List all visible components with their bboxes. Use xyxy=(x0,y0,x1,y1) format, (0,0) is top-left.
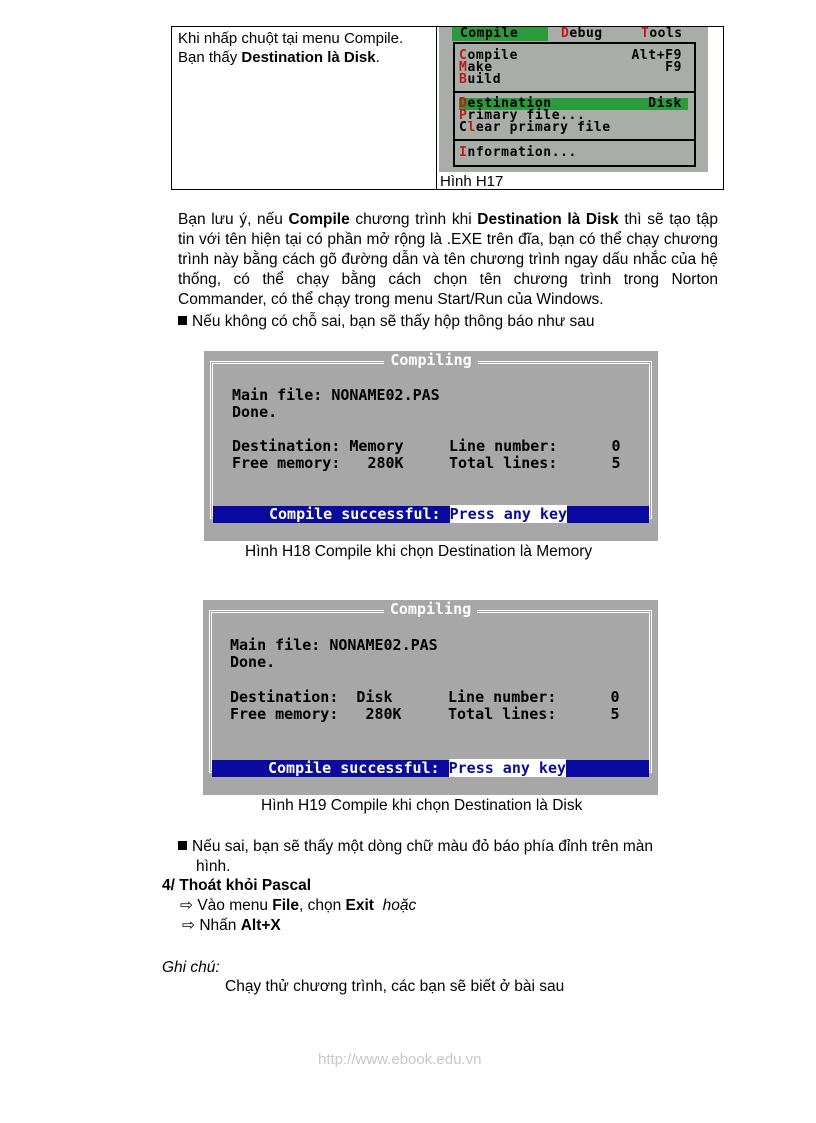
step-alt-x: ⇨ Nhấn Alt+X xyxy=(182,917,281,934)
free-memory-text: Free memory: 280K xyxy=(230,705,402,723)
menu-compile[interactable]: Compile xyxy=(452,27,548,41)
total-lines-text: Total lines: 5 xyxy=(449,454,621,472)
main-file-text: Main file: NONAME02.PAS xyxy=(230,636,438,654)
footer-url: http://www.ebook.edu.vn xyxy=(318,1051,482,1068)
menu-item-compile[interactable]: Compile Alt+F9 xyxy=(459,48,682,63)
menu-tools[interactable]: Tools xyxy=(641,27,683,41)
menu-item-clear-primary-file[interactable]: Clear primary file xyxy=(459,120,611,135)
table-text-bold: Destination là Disk xyxy=(241,49,376,66)
arrow-right-icon: ⇨ xyxy=(180,897,193,914)
destination-text: Destination: Memory xyxy=(232,437,404,455)
note-text: Chạy thử chương trình, các bạn sẽ biết ở bài sau xyxy=(225,978,565,995)
menu-separator xyxy=(453,91,696,93)
section-heading: 4/ Thoát khỏi Pascal xyxy=(162,877,312,894)
destination-value: Disk xyxy=(648,96,682,111)
body-paragraph: Bạn lưu ý, nếu Compile chương trình khi Destination là Disk thì sẽ tạo tập tin với tên hiện tại có phần mở rộng là .EXE trên đĩa, bạn có thể chạy chương trình này bằng cách gõ đường dẫn và tên chương trình ngay dấu nhắc của hệ thống, có thể chạy bằng cách chọn tên chương trình trong Norton Commander, có thể chạy trong menu Start/Run của Windows. xyxy=(178,211,718,308)
compiling-dialog-memory xyxy=(204,351,658,541)
shortcut-alt-f9: Alt+F9 xyxy=(631,48,682,63)
figure-caption-h19: Hình H19 Compile khi chọn Destination là Disk xyxy=(261,797,583,814)
arrow-right-icon: ⇨ xyxy=(182,917,195,934)
press-any-key[interactable]: Press any key xyxy=(449,505,568,523)
done-text: Done. xyxy=(230,653,276,671)
compile-menu-screenshot xyxy=(439,27,708,172)
total-lines-text: Total lines: 5 xyxy=(448,705,620,723)
shortcut-f9: F9 xyxy=(665,60,682,75)
menu-bar xyxy=(439,27,708,41)
table-text-cell xyxy=(172,27,437,189)
menu-debug[interactable]: Debug xyxy=(561,27,603,41)
dialog-title: Compiling xyxy=(203,600,658,618)
bullet-error: Nếu sai, bạn sẽ thấy một dòng chữ màu đỏ báo phía đỉnh trên màn hình. xyxy=(178,837,718,877)
table-text xyxy=(178,29,434,67)
status-bar xyxy=(213,506,649,523)
table-text-line1: Khi nhấp chuột tại menu Compile. xyxy=(178,30,404,47)
line-number-text: Line number: 0 xyxy=(448,688,620,706)
menu-item-primary-file[interactable]: Primary file... xyxy=(459,108,586,123)
free-memory-text: Free memory: 280K xyxy=(232,454,404,472)
main-file-text: Main file: NONAME02.PAS xyxy=(232,386,440,404)
square-bullet-icon xyxy=(178,841,187,850)
destination-text: Destination: Disk xyxy=(230,688,393,706)
menu-separator xyxy=(453,139,696,141)
dialog-title: Compiling xyxy=(204,351,658,369)
line-number-text: Line number: 0 xyxy=(449,437,621,455)
square-bullet-icon xyxy=(178,316,187,325)
status-bar xyxy=(212,760,649,777)
menu-item-build[interactable]: Build xyxy=(459,72,502,87)
figure-caption-h17: Hình H17 xyxy=(440,173,504,190)
press-any-key[interactable]: Press any key xyxy=(448,759,567,777)
compiling-dialog-disk xyxy=(203,600,658,795)
note-label: Ghi chú: xyxy=(162,959,220,976)
done-text: Done. xyxy=(232,403,278,421)
table-text-suffix: . xyxy=(375,49,380,66)
step-file-exit: ⇨ Vào menu File, chọn Exit hoặc xyxy=(180,897,417,914)
menu-item-destination[interactable]: Destination Disk xyxy=(459,98,688,110)
menu-item-information[interactable]: Information... xyxy=(459,145,577,160)
status-label: Compile successful: xyxy=(269,505,450,523)
bullet-no-error: Nếu không có chỗ sai, bạn sẽ thấy hộp thông báo như sau xyxy=(178,312,594,332)
status-label: Compile successful: xyxy=(268,759,449,777)
figure-caption-h18: Hình H18 Compile khi chọn Destination là Memory xyxy=(245,543,593,560)
menu-item-make[interactable]: Make F9 xyxy=(459,60,682,75)
table-text-line2: Bạn thấy xyxy=(178,49,242,66)
